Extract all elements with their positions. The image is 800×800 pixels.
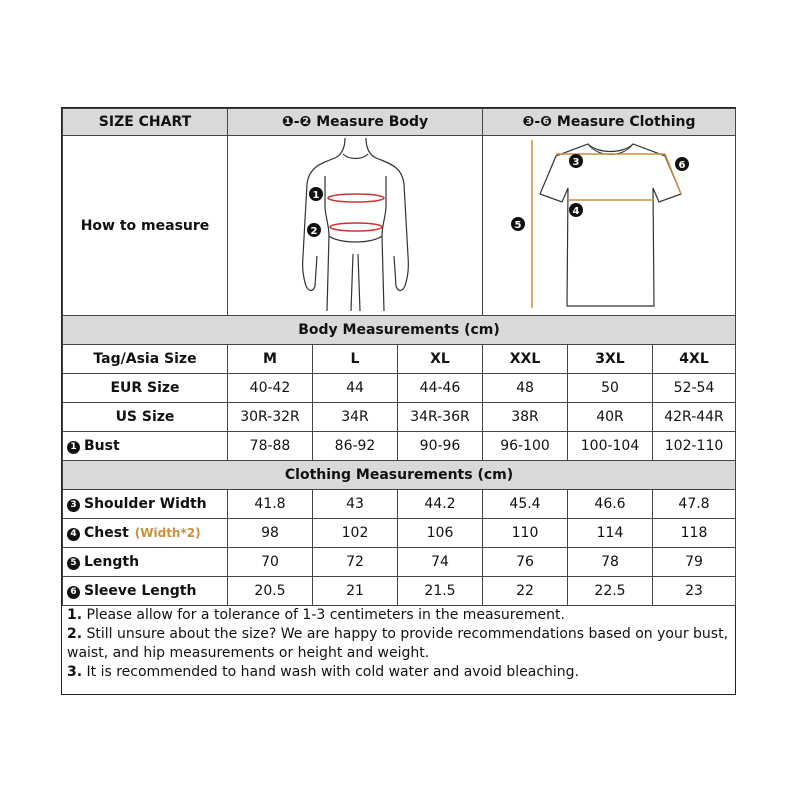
marker-1-icon: 1: [67, 441, 80, 454]
svg-text:6: 6: [678, 160, 686, 171]
value-cell: 76: [483, 548, 568, 577]
row-label: Length: [84, 554, 140, 570]
clothing-measurements-title: Clothing Measurements (cm): [63, 461, 736, 490]
size-cell: XL: [398, 345, 483, 374]
value-cell: 44-46: [398, 374, 483, 403]
value-cell: 102-110: [653, 432, 736, 461]
value-cell: 40R: [568, 403, 653, 432]
value-cell: 34R-36R: [398, 403, 483, 432]
bust-label: [63, 432, 228, 461]
svg-text:1: 1: [312, 190, 319, 201]
value-cell: 22.5: [568, 577, 653, 606]
value-cell: 21: [313, 577, 398, 606]
marker-6-icon: 6: [67, 586, 80, 599]
size-cell: L: [313, 345, 398, 374]
value-cell: 43: [313, 490, 398, 519]
size-cell: 4XL: [653, 345, 736, 374]
value-cell: 118: [653, 519, 736, 548]
marker-3-icon: [569, 154, 583, 168]
note-number: 2.: [67, 626, 83, 642]
marker-2-icon: [307, 223, 321, 237]
notes-section: [62, 602, 735, 686]
value-cell: 70: [228, 548, 313, 577]
value-cell: 90-96: [398, 432, 483, 461]
row-label: Chest: [84, 525, 129, 541]
value-cell: 20.5: [228, 577, 313, 606]
value-cell: 79: [653, 548, 736, 577]
waist-measure-line: [330, 223, 382, 231]
us-size-row: [63, 403, 736, 432]
row-label: US Size: [63, 403, 228, 432]
note-item: [67, 606, 730, 625]
size-chart-sheet: [61, 107, 736, 695]
value-cell: 96-100: [483, 432, 568, 461]
svg-text:4: 4: [572, 206, 580, 217]
row-label: Shoulder Width: [84, 496, 207, 512]
body-diagram-cell: [228, 136, 483, 316]
row-label: Bust: [84, 438, 120, 454]
note-text: Please allow for a tolerance of 1-3 centimeters in the measurement.: [86, 607, 565, 623]
shirt-diagram-cell: [483, 136, 736, 316]
how-to-measure-label: How to measure: [63, 136, 228, 316]
note-number: 1.: [67, 607, 83, 623]
size-cell: M: [228, 345, 313, 374]
value-cell: 42R-44R: [653, 403, 736, 432]
shoulder-width-row: [63, 490, 736, 519]
size-chart-title: SIZE CHART: [63, 109, 228, 136]
value-cell: 110: [483, 519, 568, 548]
value-cell: 98: [228, 519, 313, 548]
body-measurements-band: [63, 316, 736, 345]
size-cell: XXL: [483, 345, 568, 374]
marker-4-icon: [569, 203, 583, 217]
value-cell: 100-104: [568, 432, 653, 461]
row-label: EUR Size: [63, 374, 228, 403]
measure-body-title: ❶-❷ Measure Body: [228, 109, 483, 136]
value-cell: 21.5: [398, 577, 483, 606]
value-cell: 47.8: [653, 490, 736, 519]
value-cell: 45.4: [483, 490, 568, 519]
bust-row: [63, 432, 736, 461]
value-cell: 44: [313, 374, 398, 403]
tshirt-illustration: [483, 136, 736, 311]
body-figure-illustration: [229, 136, 482, 311]
body-measurements-title: Body Measurements (cm): [63, 316, 736, 345]
chart-header-row: [63, 109, 736, 136]
value-cell: 78-88: [228, 432, 313, 461]
measure-clothing-title: ❸-❻ Measure Clothing: [483, 109, 736, 136]
marker-4-icon: 4: [67, 528, 80, 541]
chest-label: [63, 519, 228, 548]
note-item: [67, 625, 730, 663]
value-cell: 30R-32R: [228, 403, 313, 432]
svg-text:3: 3: [572, 157, 580, 168]
value-cell: 78: [568, 548, 653, 577]
shoulder-width-label: [63, 490, 228, 519]
length-row: [63, 548, 736, 577]
eur-size-row: [63, 374, 736, 403]
chest-row: [63, 519, 736, 548]
note-text: It is recommended to hand wash with cold water and avoid bleaching.: [86, 664, 580, 680]
clothing-measurements-band: [63, 461, 736, 490]
value-cell: 38R: [483, 403, 568, 432]
value-cell: 50: [568, 374, 653, 403]
value-cell: 23: [653, 577, 736, 606]
marker-1-icon: [309, 187, 323, 201]
value-cell: 41.8: [228, 490, 313, 519]
value-cell: 40-42: [228, 374, 313, 403]
value-cell: 52-54: [653, 374, 736, 403]
length-label: [63, 548, 228, 577]
tag-asia-size-label: Tag/Asia Size: [63, 345, 228, 374]
note-item: [67, 663, 730, 682]
value-cell: 102: [313, 519, 398, 548]
marker-3-icon: 3: [67, 499, 80, 512]
value-cell: 114: [568, 519, 653, 548]
size-chart-table: [62, 108, 736, 606]
bust-measure-line: [328, 194, 384, 202]
svg-text:2: 2: [310, 226, 317, 237]
svg-text:5: 5: [514, 220, 522, 231]
value-cell: 34R: [313, 403, 398, 432]
marker-5-icon: [511, 217, 525, 231]
value-cell: 86-92: [313, 432, 398, 461]
size-header-row: [63, 345, 736, 374]
row-label: Sleeve Length: [84, 583, 197, 599]
note-number: 3.: [67, 664, 83, 680]
value-cell: 22: [483, 577, 568, 606]
size-cell: 3XL: [568, 345, 653, 374]
value-cell: 48: [483, 374, 568, 403]
marker-5-icon: 5: [67, 557, 80, 570]
marker-6-icon: [675, 157, 689, 171]
chest-width-note: (Width*2): [134, 526, 201, 540]
value-cell: 72: [313, 548, 398, 577]
value-cell: 106: [398, 519, 483, 548]
note-text: Still unsure about the size? We are happy to provide recommendations based on your bust, waist, and hip measurements or height and weight.: [67, 626, 729, 661]
value-cell: 74: [398, 548, 483, 577]
value-cell: 46.6: [568, 490, 653, 519]
value-cell: 44.2: [398, 490, 483, 519]
how-to-measure-row: [63, 136, 736, 316]
